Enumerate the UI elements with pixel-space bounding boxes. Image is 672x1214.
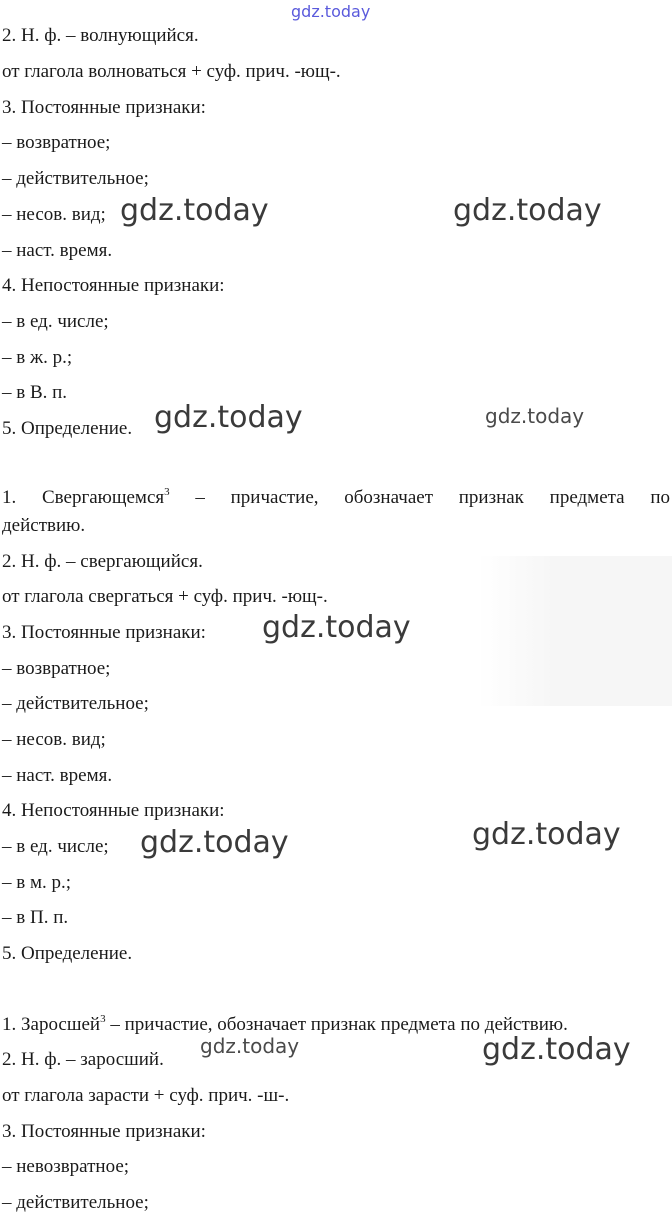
b3-line-1-lead: 1. Заросшей — [2, 1014, 101, 1035]
b1-line-4: – возвратное; — [2, 132, 111, 153]
watermark-4: gdz.today — [485, 404, 585, 428]
b2-line-4: 3. Постоянные признаки: — [2, 622, 206, 643]
watermark-top: gdz.today — [291, 2, 371, 21]
b1-line-10: – в ж. р.; — [2, 347, 73, 368]
b1-line-11: – в В. п. — [2, 382, 68, 403]
b3-line-1-sup: 3 — [100, 1013, 106, 1025]
b1-line-8: 4. Непостоянные признаки: — [2, 275, 225, 296]
b3-line-4: 3. Постоянные признаки: — [2, 1121, 206, 1142]
b1-line-9: – в ед. числе; — [2, 311, 109, 332]
watermark-1: gdz.today — [120, 193, 269, 228]
b2-line-9: 4. Непостоянные признаки: — [2, 800, 225, 821]
b2-line-1b: действию. — [2, 515, 86, 536]
b2-line-7: – несов. вид; — [2, 729, 106, 750]
b3-line-2: 2. Н. ф. – заросший. — [2, 1049, 164, 1070]
b2-line-2: 2. Н. ф. – свергающийся. — [2, 551, 203, 572]
b2-line-6: – действительное; — [2, 693, 149, 714]
watermark-3: gdz.today — [154, 400, 303, 435]
b1-line-2: от глагола волноваться + суф. прич. -ющ-. — [2, 61, 341, 82]
b1-line-7: – наст. время. — [2, 240, 113, 261]
b1-line-12: 5. Определение. — [2, 418, 133, 439]
b2-line-1-rest: – причастие, обозначает признак предмета по — [169, 487, 670, 508]
watermark-9: gdz.today — [482, 1032, 631, 1067]
b2-line-3: от глагола свергаться + суф. прич. -ющ-. — [2, 586, 328, 607]
watermark-6: gdz.today — [140, 825, 289, 860]
b2-line-1-sup: 3 — [164, 486, 170, 498]
watermark-5: gdz.today — [262, 610, 411, 645]
b3-line-3: от глагола зарасти + суф. прич. -ш-. — [2, 1085, 290, 1106]
b2-line-5: – возвратное; — [2, 658, 111, 679]
b1-line-6: – несов. вид; — [2, 204, 106, 225]
b2-line-8: – наст. время. — [2, 765, 113, 786]
b1-line-1: 2. Н. ф. – волнующийся. — [2, 25, 199, 46]
b3-line-5: – невозвратное; — [2, 1156, 130, 1177]
b2-line-13: 5. Определение. — [2, 943, 133, 964]
b2-line-10: – в ед. числе; — [2, 836, 109, 857]
b1-line-5: – действительное; — [2, 168, 149, 189]
b2-line-1-lead: 1. Свергающемся — [2, 487, 165, 508]
b3-line-1-rest: – причастие, обозначает признак предмета по действию. — [105, 1014, 568, 1035]
watermark-2: gdz.today — [453, 193, 602, 228]
b2-line-1 — [2, 487, 670, 509]
b2-line-11: – в м. р.; — [2, 872, 72, 893]
b1-line-3: 3. Постоянные признаки: — [2, 97, 206, 118]
watermark-8: gdz.today — [200, 1034, 300, 1058]
scan-shading — [478, 556, 672, 706]
b2-line-12: – в П. п. — [2, 907, 69, 928]
b3-line-6: – действительное; — [2, 1192, 149, 1213]
watermark-7: gdz.today — [472, 817, 621, 852]
